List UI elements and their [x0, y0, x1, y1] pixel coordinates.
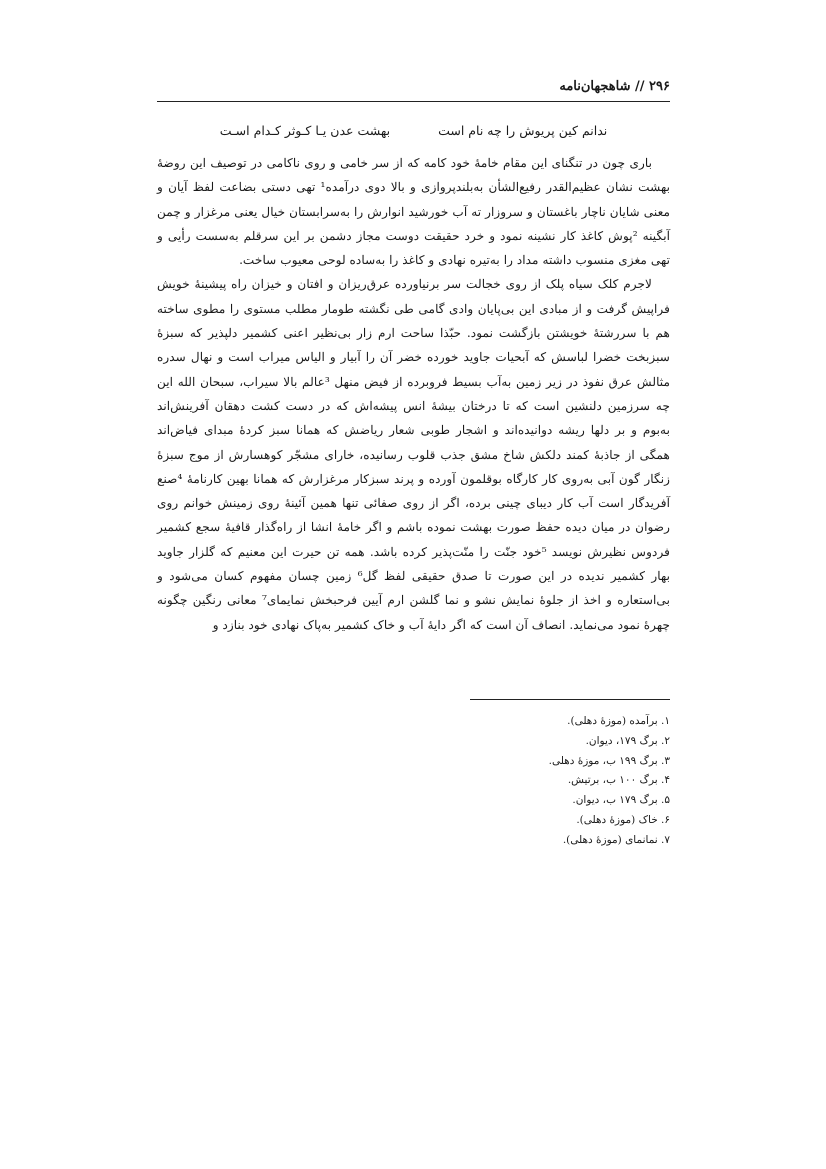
footnote: ۵. برگ ۱۷۹ ب، دیوان. [572, 794, 670, 807]
footnote: ۶. خاک (موزهٔ دهلی). [576, 813, 670, 826]
running-header: ۲۹۶ // شاهجهان‌نامه [559, 79, 670, 94]
paragraph: لاجرم کلک سیاه پلک از روی خجالت سر برنیاورده عرق‌ریزان و افتان و خیزان راه پیشینهٔ خویش فراپیش گرفت و از مبادی این بی‌پایان وادی گامی طی نگشته طومار مطلب مستوی را مطوی ساخته هم با سررشتهٔ خویشتن بازگشت نمود. حبّذا ساحت ارم زار بی‌نظیر اعنی کشمیر دلپذیر که سبزهٔ سبزبخت خضرا لباسش که آبحیات جاوید خورده خضر آن را آبیار و الیاس میراب است و نهال سدره مثالش عرق نفوذ در زیر زمین به‌آب بسیط فروبرده از فیض منهل ³عالم بالا سیراب، سبحان الله این چه سرزمین دلنشین است که تا درختان بیشهٔ انس پیشه‌اش که در دست کشت دهقان آفرینش‌اند به‌بوم و بر دلها ریشه دوانیده‌اند و اشجار طوبی شعار ریاضش که همانا سبز کردهٔ مبدای فیاض‌اند همگی از جاذبهٔ کمند دلکش شاخ مشق جذب قلوب رسانیده، خارای مشجّر کوهسارش از موج سبزهٔ زنگار گون آبی به‌روی کار کارگاه بوقلمون آورده و پرند سبزکار مرغزارش که همانا بهین کارنامهٔ ⁴صنع آفریدگار است آب کار دیبای چینی برده، اگر از روی صفائی تنها همین آئینهٔ روی زمینش خوانم روی رضوان در میان دیده حفظ صورت بهشت نموده باشم و اگر خامهٔ انشا از راه‌گذار قافیهٔ سجع کشمیر فردوس نظیرش نویسد ⁵خود جنّت را منّت‌پذیر کرده باشد. همه تن حیرت این معنیم که گلزار جاوید بهار کشمیر ندیده در این صورت تا صدق حقیقی لفظ گل⁶ زمین چسان مفهوم کسان می‌شود و بی‌استعاره و اخذ از جلوهٔ نمایش نشو و نما گلشن ارم آیین فرحبخش نمایمای⁷ معانی رنگین چگونه چهرهٔ نمود می‌نماید. انصاف آن است که اگر دایهٔ آب و خاک کشمیر به‌پاک نهادی خود بنازد و [157, 277, 670, 632]
footnote: ۴. برگ ۱۰۰ ب، برتیش. [567, 774, 670, 787]
poem-verse [157, 122, 670, 140]
paragraph: باری چون در تنگنای این مقام خامهٔ خود کامه که از سر خامی و روی ناکامی در توصیف این روضهٔ بهشت نشان عظیم‌القدر رفیع‌الشأن به‌بلندپروازی و بالا دوی درآمده¹ تهی دستی بضاعت لفظ آیان و معنی شایان ناچار باغستان و سروزار ته آب خورشید انوارش را به‌سرابستان خیال یعنی مرغزار و چمن آبگینه ²پوش کاغذ کار نشینه نمود و خرد حقیقت دوست مجاز دشمن بر این سرقلم به‌سست رأیی و تهی مغزی منسوب داشته مداد را به‌تیره نهادی و کاغذ را به‌ساده لوحی معیوب ساخت. [157, 156, 670, 268]
header-rule [157, 101, 670, 102]
footnote: ۱. برآمده (موزهٔ دهلی). [567, 715, 670, 727]
footnote: ۲. برگ ۱۷۹، دیوان. [585, 734, 670, 747]
body-text [157, 151, 670, 637]
hemistich-first: ندانم کین پریوش را چه نام است [438, 123, 608, 138]
footnote: ۷. نمانمای (موزهٔ دهلی). [562, 833, 670, 846]
footnotes [157, 712, 670, 851]
hemistich-second: بهشت عدن یـا کـوثر کـدام اسـت [219, 123, 391, 138]
footnote: ۳. برگ ۱۹۹ ب، موزهٔ دهلی. [548, 754, 670, 767]
footnote-separator [470, 699, 670, 700]
